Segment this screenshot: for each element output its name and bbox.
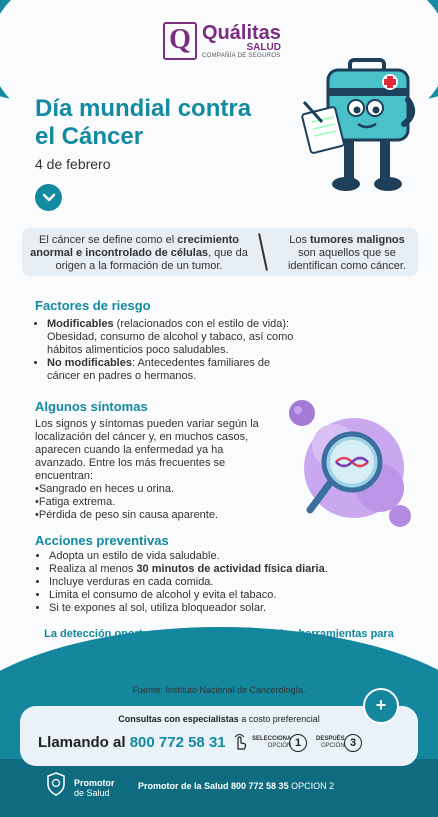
health-plus-icon: + xyxy=(363,688,399,724)
contact-headline-rest: a costo preferencial xyxy=(238,714,320,724)
definition-left-text-2: , que da origen a la formación de un tumor. xyxy=(55,247,248,272)
contact-headline xyxy=(20,714,418,724)
symptom-item: •Fatiga extrema. xyxy=(35,496,116,508)
prevention-item-text: Incluye verduras en cada comida. xyxy=(49,576,214,588)
definition-left-bold: crecimiento anormal e incontrolado de células xyxy=(30,234,239,259)
definition-box xyxy=(22,228,418,276)
prevention-item-text: Limita el consumo de alcohol y evita el tabaco. xyxy=(49,589,277,601)
divider xyxy=(258,233,268,271)
footer-contact-bold[interactable]: Promotor de la Salud 800 772 58 35 xyxy=(138,781,289,791)
risk-heading: Factores de riesgo xyxy=(35,298,151,313)
chevron-down-icon xyxy=(41,190,57,206)
prevention-item xyxy=(49,563,417,576)
promoter-label-2: de Salud xyxy=(74,788,110,798)
shield-icon xyxy=(46,772,66,796)
risk-list xyxy=(35,318,295,383)
cancer-cell-magnifier-icon xyxy=(282,398,422,533)
logo-text xyxy=(202,23,281,59)
symptom-item: •Sangrado en heces u orina. xyxy=(35,483,175,495)
cta-line-1: La detección oportuna es una de las principales herramientas para prevenir complicaciones por cáncer. xyxy=(44,628,394,653)
footer-contact xyxy=(138,781,334,791)
symptoms-heading: Algunos síntomas xyxy=(35,399,148,414)
step-1-sub: OPCIÓN xyxy=(267,743,292,749)
phone-link[interactable]: 800 772 58 31 xyxy=(129,734,226,751)
prevention-item xyxy=(49,576,417,589)
risk-item xyxy=(47,318,295,357)
risk-item-text: (relacionados con el estilo de vida): Obesidad, consumo de alcohol y tabaco, así como hábitos alimenticios poco saludables. xyxy=(47,318,294,356)
event-date: 4 de febrero xyxy=(35,156,111,172)
symptom-item: •Pérdida de peso sin causa aparente. xyxy=(35,509,219,521)
source-note: Fuente: Instituto Nacional de Cancerología. xyxy=(132,685,306,695)
risk-item-bold: No modificables xyxy=(47,357,132,369)
logo-name: Quálitas xyxy=(202,22,281,44)
symptoms-text xyxy=(35,418,265,522)
step-1-number: 1 xyxy=(289,734,307,752)
prevention-heading: Acciones preventivas xyxy=(35,533,169,548)
cta-line-2: Ante la presencia de síntomas, acude con tu médico. xyxy=(80,654,358,666)
prevention-item-post: . xyxy=(324,563,328,575)
prevention-item-bold: 30 minutos de actividad física diaria xyxy=(136,563,325,575)
prevention-item-text: Adopta un estilo de vida saludable. xyxy=(49,550,220,562)
step-1-title: SELECCIONA xyxy=(252,736,292,742)
step-2-label xyxy=(316,736,345,750)
risk-item-text: : Antecedentes familiares de cáncer en padres o hermanos. xyxy=(47,357,271,382)
contact-headline-bold: Consultas con especialistas xyxy=(118,714,239,724)
contact-card xyxy=(20,706,418,766)
page-title: Día mundial contra el Cáncer xyxy=(35,95,252,150)
step-2-sub: OPCIÓN xyxy=(321,743,345,749)
promoter-label-1: Promotor xyxy=(74,778,115,788)
risk-item-bold: Modificables xyxy=(47,318,114,330)
definition-left-text-1: El cáncer se define como el xyxy=(39,234,178,246)
tap-hand-icon xyxy=(232,733,248,751)
prevention-item xyxy=(49,602,417,615)
logo-salud: SALUD xyxy=(246,42,281,53)
footer-contact-option: OPCION 2 xyxy=(288,781,335,791)
logo-subtitle: COMPAÑÍA DE SEGUROS xyxy=(202,53,281,59)
definition-right xyxy=(282,234,412,273)
call-label: Llamando al xyxy=(38,734,126,751)
logo-letter: Q xyxy=(163,22,197,60)
call-line xyxy=(38,734,226,751)
medical-kit-mascot-icon xyxy=(300,58,420,198)
prevention-list xyxy=(37,550,417,615)
risk-item xyxy=(47,357,295,383)
qualitas-logo xyxy=(163,22,281,60)
step-2-title: DESPUÉS xyxy=(316,736,345,742)
symptoms-intro: Los signos y síntomas pueden variar según la localización del cáncer y, en muchos casos, aparecen cuando la enfermedad ya ha avanzado. Entre los más frecuentes se encuentran: xyxy=(35,418,259,482)
definition-right-text-1: Los xyxy=(289,234,311,246)
definition-left xyxy=(28,234,250,273)
prevention-item-text: Realiza al menos xyxy=(49,563,137,575)
prevention-item xyxy=(49,589,417,602)
promoter-label xyxy=(74,778,115,798)
call-to-action xyxy=(40,628,398,667)
prevention-item xyxy=(49,550,417,563)
step-2-number: 3 xyxy=(344,734,362,752)
definition-right-text-2: son aquellos que se identifican como cáncer. xyxy=(287,247,406,272)
scroll-down-button[interactable] xyxy=(35,184,62,211)
definition-right-bold: tumores malignos xyxy=(310,234,405,246)
prevention-item-text: Si te expones al sol, utiliza bloqueador solar. xyxy=(49,602,267,614)
step-1-label xyxy=(252,736,291,750)
